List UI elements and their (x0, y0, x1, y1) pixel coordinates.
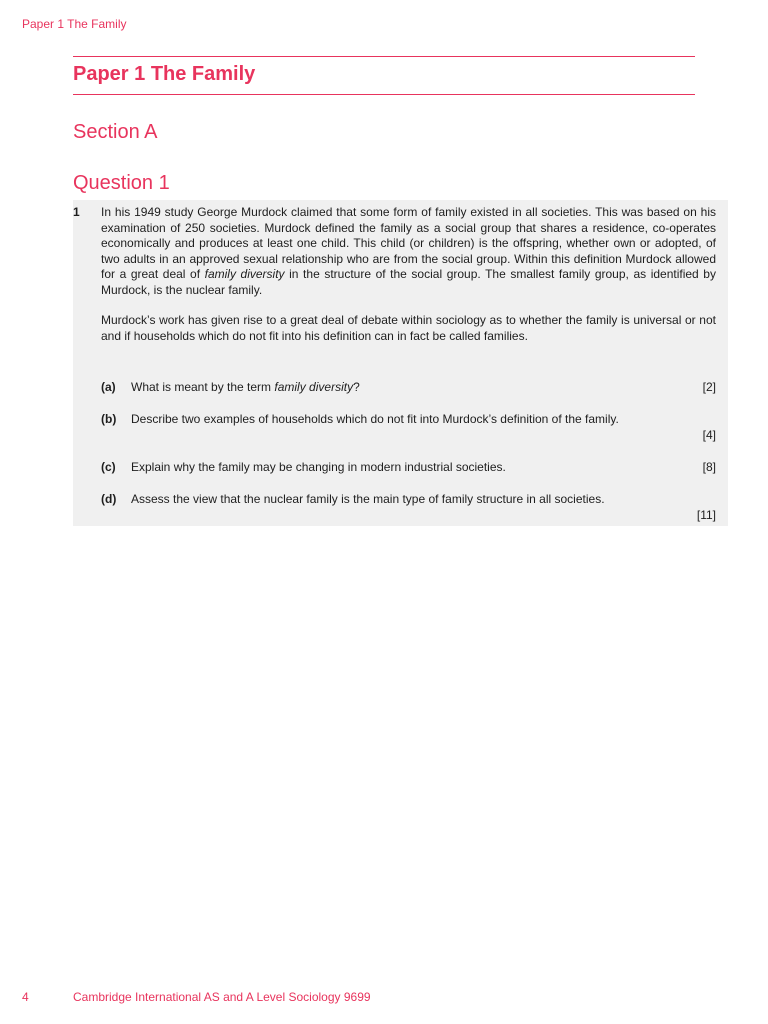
part-text-after: ? (353, 380, 360, 394)
part-letter: (d) (101, 492, 117, 506)
question-part-d (101, 492, 716, 523)
question-number: 1 (73, 205, 80, 219)
part-text: Explain why the family may be changing in modern industrial societies. (131, 460, 506, 474)
question-box (73, 200, 728, 526)
page-number: 4 (22, 990, 29, 1004)
part-text-before: What is meant by the term (131, 380, 275, 394)
part-text-emphasis: family diversity (274, 380, 354, 394)
part-text (131, 380, 695, 396)
stem-text: in the structure of the social group. The smallest family group, as identified by Murdock, is the nuclear family. (101, 267, 716, 297)
question-part-b (101, 412, 716, 443)
part-marks: [8] (702, 460, 716, 474)
part-marks: [2] (702, 380, 716, 394)
stem-paragraph-1 (101, 205, 716, 298)
running-header: Paper 1 The Family (22, 17, 127, 31)
section-heading: Section A (73, 121, 158, 143)
part-letter: (a) (101, 380, 116, 394)
part-text: Assess the view that the nuclear family is the main type of family structure in all societies. (131, 492, 605, 506)
footer-publication: Cambridge International AS and A Level Sociology 9699 (73, 990, 371, 1004)
paper-title: Paper 1 The Family (73, 63, 256, 85)
part-letter: (c) (101, 460, 116, 474)
part-marks: [4] (702, 427, 716, 442)
stem-emphasis: family diversity (204, 267, 285, 281)
part-text: Describe two examples of households which do not fit into Murdock’s definition of the family. (131, 412, 619, 426)
title-rule-bottom (73, 94, 695, 95)
question-heading: Question 1 (73, 172, 170, 194)
question-stem (101, 205, 716, 359)
question-part-a (101, 380, 716, 396)
part-marks: [11] (696, 507, 716, 522)
part-letter: (b) (101, 412, 117, 426)
title-rule-top (73, 56, 695, 57)
question-part-c (101, 460, 716, 476)
stem-paragraph-2: Murdock’s work has given rise to a great deal of debate within sociology as to whether the family is universal or not and if households which do not fit into his definition can in fact be called families. (101, 313, 716, 343)
stem-text: In his 1949 study George Murdock claimed that some form of family existed in all societies. This was based on his examination of 250 societies. Murdock defined the family as a social group that shares a residence, co-operates economically and produces at least one child. This child (or children) is the offspring, whether own or adopted, of two adults in an approved sexual relationship who are from the social group. Within this definition Murdock allowed for a great deal of (101, 205, 716, 281)
